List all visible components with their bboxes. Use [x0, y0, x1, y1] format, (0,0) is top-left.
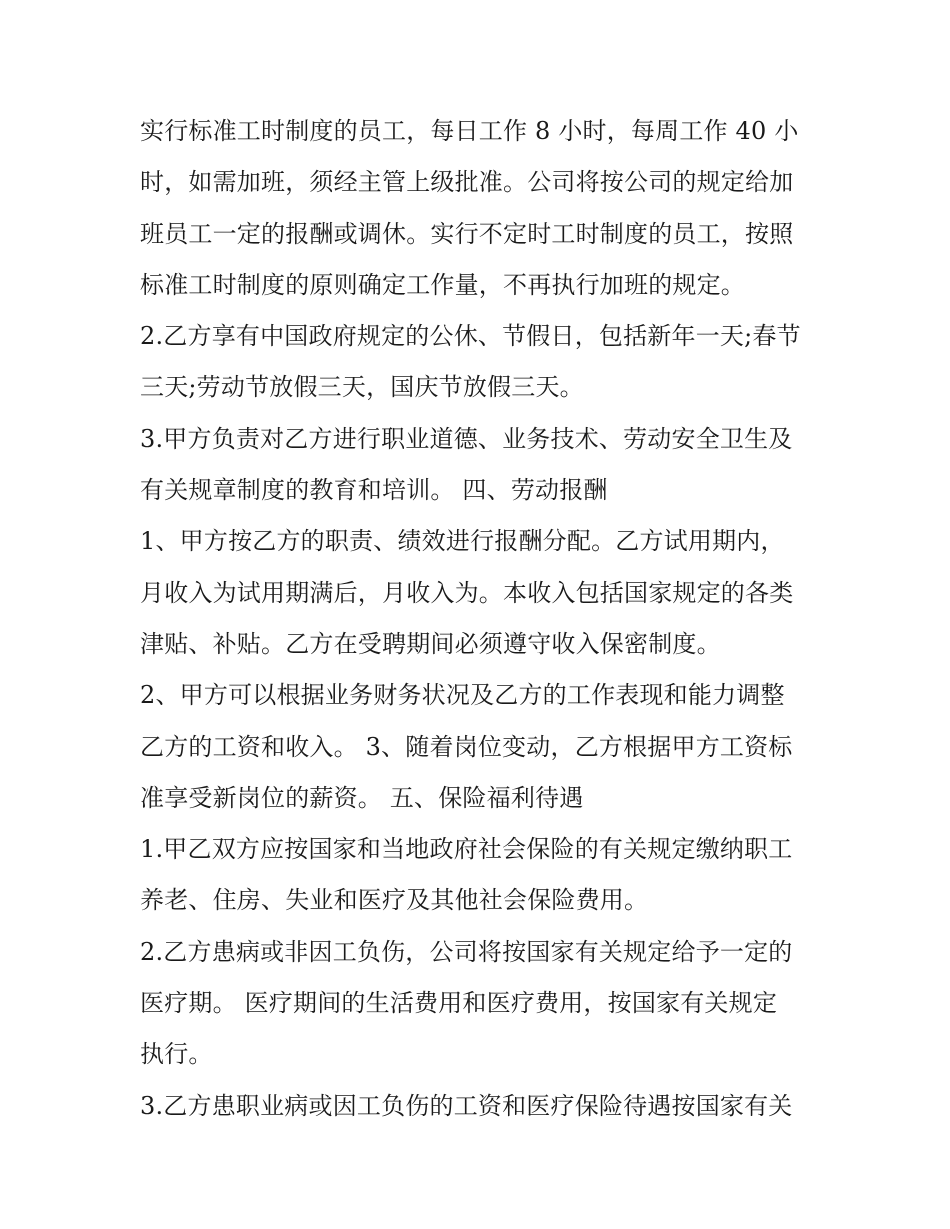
text-line: 标准工时制度的原则确定工作量，不再执行加班的规定。: [140, 270, 745, 299]
text-line: 医疗期。 医疗期间的生活费用和医疗费用，按国家有关规定: [140, 989, 778, 1018]
text-line: 1、甲方按乙方的职责、绩效进行报酬分配。乙方试用期内，: [140, 527, 785, 556]
text-line: 2.乙方享有中国政府规定的公休、节假日，包括新年一天;春节: [140, 322, 801, 351]
text-line: 2.乙方患病或非因工负伤，公司将按国家有关规定给予一定的: [140, 937, 793, 966]
text-line: 有关规章制度的教育和培训。 四、劳动报酬: [140, 476, 608, 505]
text-line: 养老、住房、失业和医疗及其他社会保险费用。: [140, 886, 649, 915]
text-line: 班员工一定的报酬或调休。实行不定时工时制度的员工，按照: [140, 219, 794, 248]
body-text: [140, 106, 820, 1132]
text-line: 3.乙方患职业病或因工负伤的工资和医疗保险待遇按国家有关: [140, 1091, 793, 1120]
text-line: 时，如需加班，须经主管上级批准。公司将按公司的规定给加: [140, 168, 794, 197]
text-line: 准享受新岗位的薪资。 五、保险福利待遇: [140, 783, 584, 812]
text-line: 月收入为试用期满后，月收入为。本收入包括国家规定的各类: [140, 578, 794, 607]
text-line: 2、甲方可以根据业务财务状况及乙方的工作表现和能力调整: [140, 681, 785, 710]
text-line: 津贴、补贴。乙方在受聘期间必须遵守收入保密制度。: [140, 629, 721, 658]
text-line: 执行。: [140, 1040, 213, 1069]
text-line: 1.甲乙双方应按国家和当地政府社会保险的有关规定缴纳职工: [140, 835, 793, 864]
text-line: 三天;劳动节放假三天，国庆节放假三天。: [140, 373, 584, 402]
text-line: 实行标准工时制度的员工，每日工作 8 小时，每周工作 40 小: [140, 117, 799, 145]
text-line: 3.甲方负责对乙方进行职业道德、业务技术、劳动安全卫生及: [140, 424, 793, 453]
text-line: 乙方的工资和收入。 3、随着岗位变动，乙方根据甲方工资标: [140, 732, 793, 761]
